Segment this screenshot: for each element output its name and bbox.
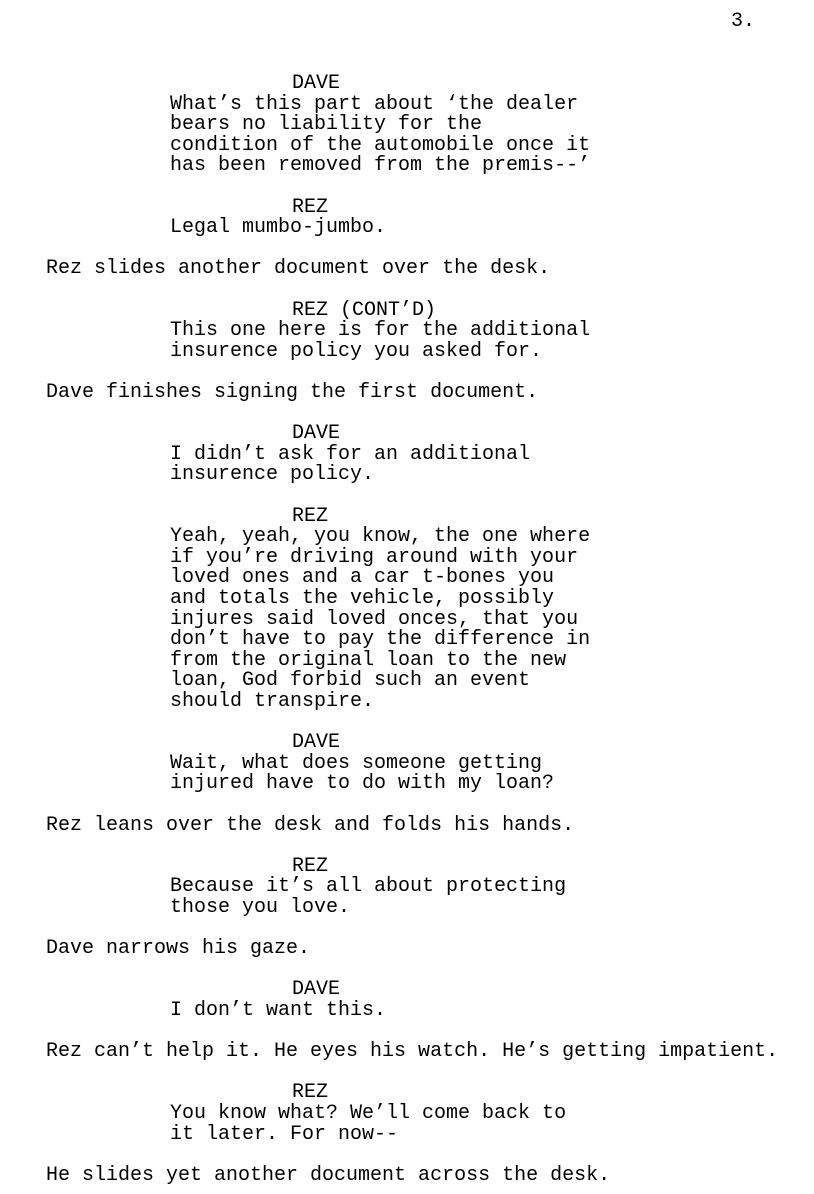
character-cue: DAVE <box>292 422 341 446</box>
dialogue-line: and totals the vehicle, possibly <box>170 587 555 610</box>
dialogue-line: it later. For now-- <box>170 1122 399 1146</box>
dialogue-line: insurence policy you asked for. <box>170 339 543 363</box>
dialogue-line: don’t have to pay the difference in <box>170 628 591 652</box>
dialogue-line: condition of the automobile once it <box>170 133 591 157</box>
action-line: Dave finishes signing the first document. <box>46 381 539 404</box>
dialogue-line: Wait, what does someone getting <box>170 751 543 775</box>
action-line: Rez slides another document over the desk. <box>46 257 551 281</box>
dialogue-line: This one here is for the additional <box>170 319 591 343</box>
character-cue: DAVE <box>292 978 341 1002</box>
dialogue-line: injures said loved onces, that you <box>170 607 579 631</box>
dialogue-line: Yeah, yeah, you know, the one where <box>170 525 591 549</box>
dialogue-line: I didn’t ask for an additional <box>170 442 531 466</box>
character-cue: REZ <box>292 1081 329 1105</box>
dialogue-line: loan, God forbid such an event <box>170 669 531 693</box>
dialogue-line: bears no liability for the <box>170 113 483 137</box>
dialogue-line: I don’t want this. <box>170 999 387 1022</box>
page-number: 3. <box>731 10 756 33</box>
action-line: He slides yet another document across the desk. <box>46 1163 611 1187</box>
character-cue: REZ (CONT’D) <box>292 298 437 322</box>
character-cue: REZ <box>292 854 329 878</box>
character-cue: REZ <box>292 195 329 219</box>
dialogue-line: from the original loan to the new <box>170 648 567 672</box>
dialogue-line: has been removed from the premis--’ <box>170 154 591 178</box>
dialogue-line: Legal mumbo-jumbo. <box>170 216 387 240</box>
action-line: Rez can’t help it. He eyes his watch. He’s getting impatient. <box>46 1040 779 1064</box>
dialogue-line: if you’re driving around with your <box>170 545 579 569</box>
dialogue-line: insurence policy. <box>170 463 375 487</box>
dialogue-line: Because it’s all about protecting <box>170 875 567 899</box>
dialogue-line: What’s this part about ‘the dealer <box>170 92 579 116</box>
dialogue-line: those you love. <box>170 896 351 919</box>
dialogue-line: You know what? We’ll come back to <box>170 1102 567 1125</box>
action-line: Rez leans over the desk and folds his hands. <box>46 813 575 837</box>
action-line: Dave narrows his gaze. <box>46 937 311 961</box>
character-cue: DAVE <box>292 72 341 95</box>
character-cue: REZ <box>292 504 329 528</box>
dialogue-line: injured have to do with my loan? <box>170 772 555 796</box>
dialogue-line: should transpire. <box>170 690 375 713</box>
dialogue-line: loved ones and a car t-bones you <box>170 566 555 590</box>
character-cue: DAVE <box>292 731 341 755</box>
